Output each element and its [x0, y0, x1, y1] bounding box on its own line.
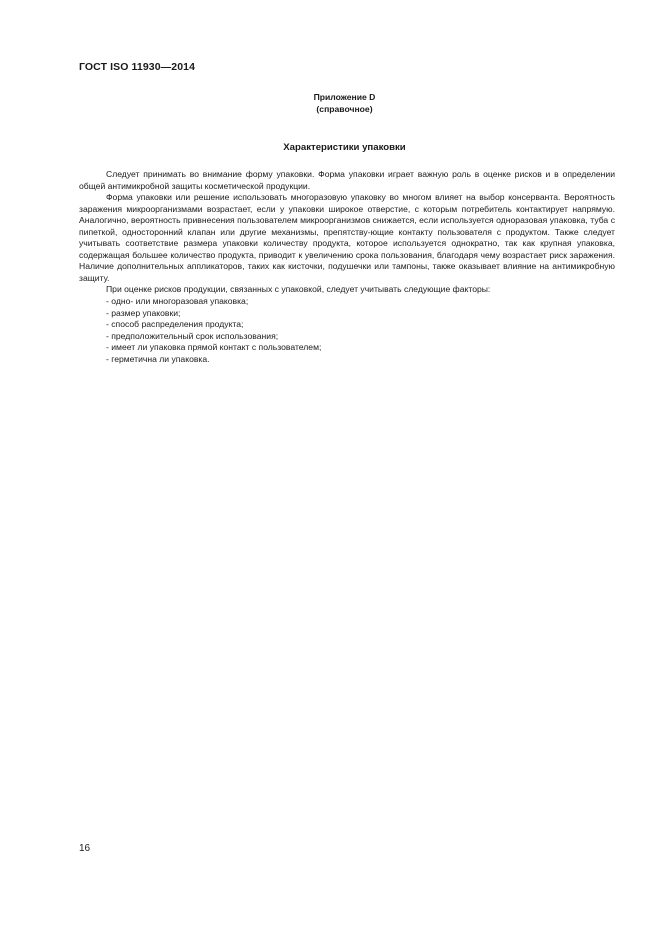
list-item: - герметична ли упаковка.: [106, 353, 210, 364]
annex-heading: [0, 92, 661, 115]
document-header: [79, 61, 195, 73]
paragraph: При оценке рисков продукции, связанных с упаковкой, следует учитывать следующие факторы:: [106, 284, 491, 295]
list-item: - имеет ли упаковка прямой контакт с пользователем;: [106, 342, 322, 353]
factor-list: [79, 296, 615, 365]
list-item: - способ распределения продукта;: [106, 319, 244, 330]
paragraph: Форма упаковки или решение использовать многоразовую упаковку во многом влияет на выбор консерванта. Вероятность заражения микроорганизмами возрастает, если у упаковки широкое отверстие, с которым потребитель контактирует напрямую. Аналогично, вероятность привнесения пользователем микроорганизмов снижается, если используется одноразовая упаковка, туба с пипеткой, односторонний клапан или другие механизмы, препятству-ющие контакту пользователя с продуктом. Также следует учитывать соответствие размера упаковки количеству продукта, которое используется однократно, так как крупная упаковка, содержащая большее количество продукта, приводит к увеличению срока пользования, благодаря чему возрастает риск заражения. Наличие дополнительных аппликаторов, таких как кисточки, подушечки или тампоны, также оказывает влияние на антимикробную защиту.: [79, 192, 615, 283]
page-number: 16: [79, 843, 91, 854]
annex-title: Приложение D: [313, 92, 376, 102]
list-item: - размер упаковки;: [106, 307, 181, 318]
section-title: Характеристики упаковки: [283, 142, 406, 153]
list-item: - предположительный срок использования;: [106, 330, 279, 341]
list-item: - одно- или многоразовая упаковка;: [106, 296, 249, 307]
annex-subtitle: (справочное): [316, 103, 373, 114]
standard-designation: ГОСТ ISO 11930—2014: [79, 61, 196, 73]
paragraph: Следует принимать во внимание форму упаковки. Форма упаковки играет важную роль в оценке рисков и в определении общей антимикробной защиты косметической продукции.: [79, 169, 615, 191]
document-body: [79, 169, 615, 365]
